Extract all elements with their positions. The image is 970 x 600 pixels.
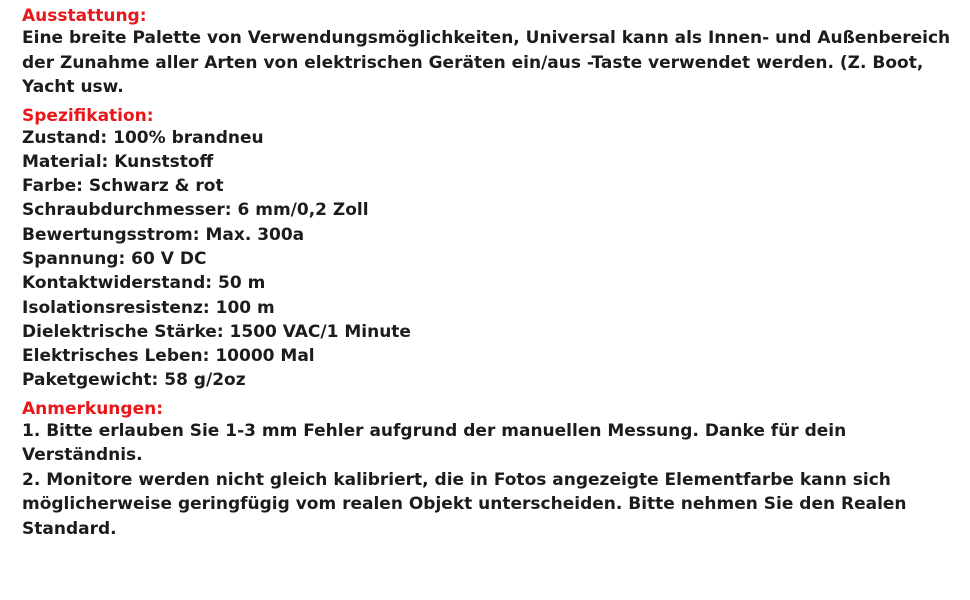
spezifikation-section [22, 106, 952, 393]
spec-material: Material: Kunststoff [22, 151, 214, 172]
spezifikation-heading: Spezifikation: [22, 105, 154, 126]
spec-paketgewicht: Paketgewicht: 58 g/2oz [22, 370, 246, 391]
spec-spannung: Spannung: 60 V DC [22, 248, 207, 269]
note-2: 2. Monitore werden nicht gleich kalibriert, die in Fotos angezeigte Elementfarbe kann sich möglicherweise geringfügig vom realen Objekt unterscheiden. Bitte nehmen Sie den Realen Standard. [22, 469, 907, 539]
ausstattung-heading: Ausstattung: [22, 6, 147, 26]
spec-kontaktwiderstand: Kontaktwiderstand: 50 m [22, 273, 266, 294]
spec-schraubdurchmesser: Schraubdurchmesser: 6 mm/0,2 Zoll [22, 200, 369, 221]
spec-elektrisches-leben: Elektrisches Leben: 10000 Mal [22, 346, 315, 367]
spec-bewertungsstrom: Bewertungsstrom: Max. 300a [22, 224, 305, 245]
spec-farbe: Farbe: Schwarz & rot [22, 176, 224, 197]
ausstattung-section [22, 6, 952, 100]
note-1: 1. Bitte erlauben Sie 1-3 mm Fehler aufgrund der manuellen Messung. Danke für dein Verständnis. [22, 420, 847, 466]
spec-dielektrische-staerke: Dielektrische Stärke: 1500 VAC/1 Minute [22, 321, 411, 342]
anmerkungen-heading: Anmerkungen: [22, 398, 163, 419]
spec-zustand: Zustand: 100% brandneu [22, 127, 264, 148]
ausstattung-text: Eine breite Palette von Verwendungsmöglichkeiten, Universal kann als Innen- und Außenbereich der Zunahme aller Arten von elektrischen Geräten ein/aus -Taste verwendet werden. (Z. Boot, Yacht usw. [22, 28, 951, 97]
anmerkungen-section [22, 399, 952, 542]
spec-isolationsresistenz: Isolationsresistenz: 100 m [22, 297, 275, 318]
product-description [22, 6, 952, 547]
